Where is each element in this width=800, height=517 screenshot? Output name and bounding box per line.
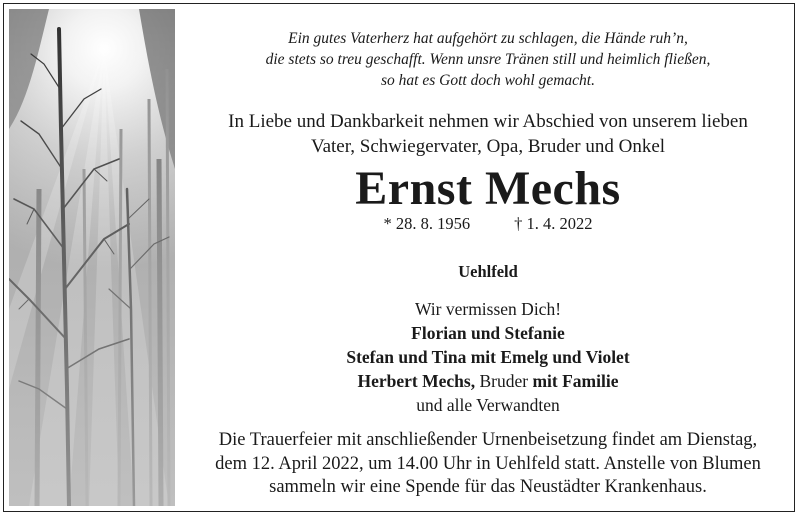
poem-line: die stets so treu geschafft. Wenn unsre Tränen still und heimlich fließen, — [265, 51, 711, 68]
intro-line: Vater, Schwiegervater, Opa, Bruder und Onkel — [310, 136, 666, 157]
obituary-text — [182, 4, 794, 511]
mourner-line: Wir vermissen Dich! — [414, 299, 562, 319]
ceremony-line: sammeln wir eine Spende für das Neustädter Krankenhaus. — [269, 477, 707, 497]
mourner-name: Herbert Mechs, — [357, 371, 476, 391]
forest-image — [9, 9, 175, 506]
mourner-line: und alle Verwandten — [416, 395, 560, 415]
forest-sunlight-photo — [9, 9, 175, 506]
farewell-intro — [182, 109, 794, 159]
ceremony-line: dem 12. April 2022, um 14.00 Uhr in Uehlfeld statt. Anstelle von Blumen — [215, 453, 761, 474]
mourner-line: Florian und Stefanie — [411, 323, 565, 343]
ceremony-notice — [182, 429, 794, 500]
mourner-line: Stefan und Tina mit Emelg und Violet — [346, 347, 630, 367]
place-name: Uehlfeld — [458, 262, 518, 281]
memorial-poem — [182, 28, 794, 91]
poem-line: so hat es Gott doch wohl gemacht. — [381, 72, 595, 89]
mourner-line — [182, 369, 794, 393]
ceremony-line: Die Trauerfeier mit anschließender Urnenbeisetzung findet am Dienstag, — [218, 430, 758, 450]
mourners-list — [182, 297, 794, 417]
birth-date: * 28. 8. 1956 — [383, 214, 471, 233]
poem-line: Ein gutes Vaterherz hat aufgehört zu schlagen, die Hände ruh’n, — [288, 30, 688, 47]
mourner-relation: Bruder — [475, 371, 533, 391]
mourner-family: mit Familie — [532, 371, 619, 391]
deceased-name: Ernst Mechs — [355, 162, 621, 215]
intro-line: In Liebe und Dankbarkeit nehmen wir Abschied von unserem lieben — [228, 111, 748, 132]
death-date: † 1. 4. 2022 — [514, 214, 593, 233]
life-dates — [182, 213, 794, 235]
obituary-frame — [3, 3, 795, 512]
